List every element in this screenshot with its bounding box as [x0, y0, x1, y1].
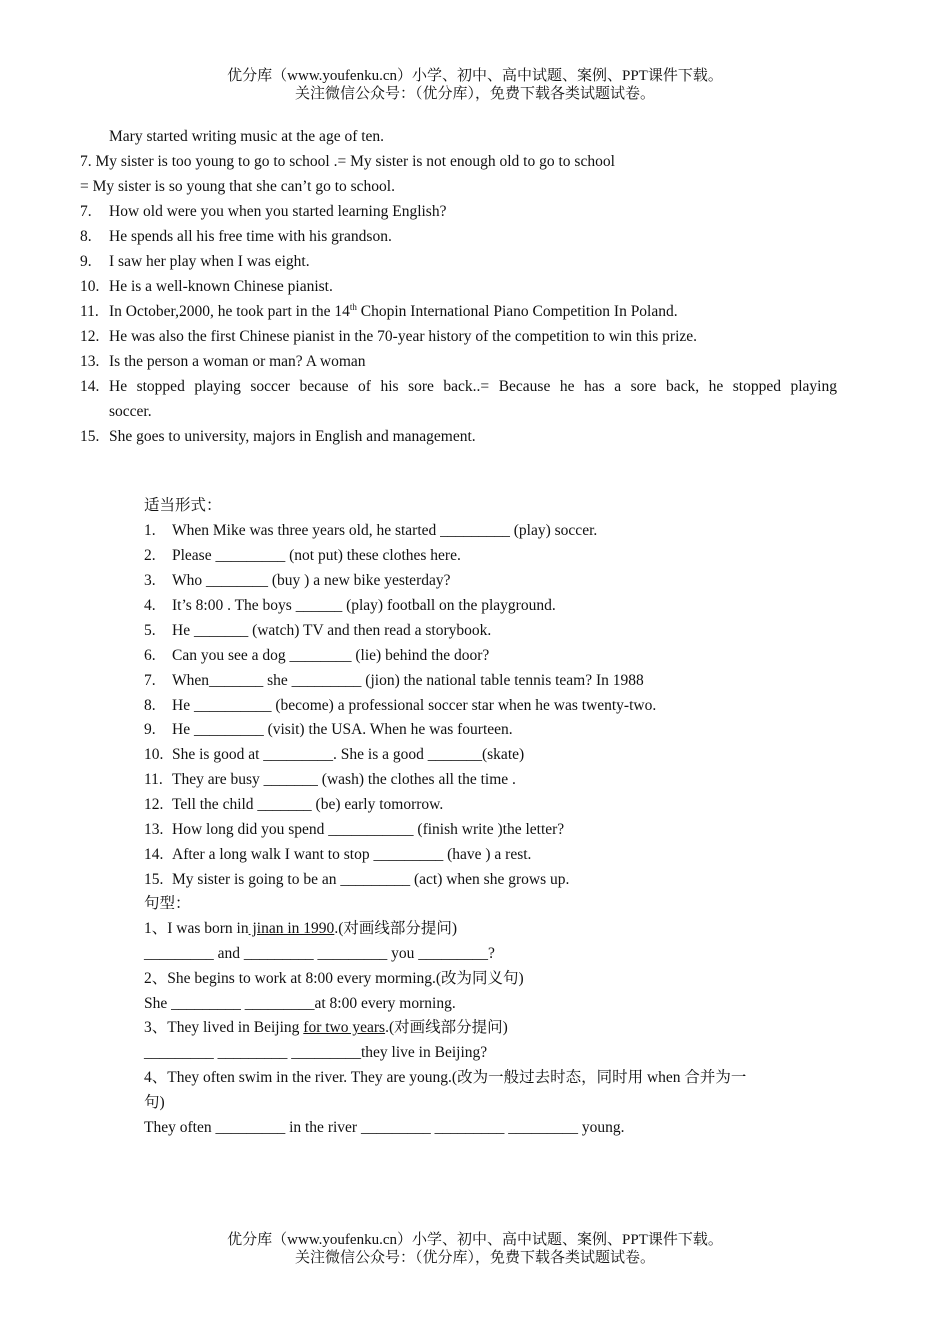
list-item-text: They are busy _______ (wash) the clothes all the time .: [172, 771, 516, 789]
list-item-text: He _________ (visit) the USA. When he was fourteen.: [172, 721, 513, 739]
item11-text-start: In October,2000, he took part in the 14: [109, 303, 350, 320]
item14-continuation: soccer.: [109, 403, 152, 420]
q4-answer-line: They often _________ in the river _________ _________ _________ young.: [144, 1119, 625, 1136]
list-item-number: 14.: [144, 846, 164, 864]
list-item-number: 7.: [144, 671, 156, 689]
list-item-number: 9.: [80, 253, 92, 270]
list-item-text: How long did you spend ___________ (finish write )the letter?: [172, 821, 565, 839]
list-item-text: He __________ (become) a professional soccer star when he was twenty-two.: [172, 696, 657, 714]
list-item-number: 13.: [144, 821, 164, 839]
q3-text-end: .(对画线部分提问): [385, 1019, 508, 1036]
section-title-forms: 适当形式：: [144, 497, 222, 514]
list-item-text: How old were you when you started learning English?: [109, 203, 447, 220]
list-item-number: 6.: [144, 646, 156, 664]
list-item-text: When_______ she _________ (jion) the national table tennis team? In 1988: [172, 671, 644, 689]
list-item-text: [109, 302, 678, 322]
q1-text-end: .(对画线部分提问): [334, 920, 458, 937]
page-footer: [0, 1231, 950, 1267]
page-header: [0, 67, 950, 103]
list-item-number: 9.: [144, 721, 156, 739]
list-item-text: When Mike was three years old, he started _________ (play) soccer.: [172, 522, 598, 539]
list-item-text: He _______ (watch) TV and then read a storybook.: [172, 621, 492, 639]
list-item-number: 8.: [144, 696, 156, 714]
header-line-1: 优分库（www.youfenku.cn）小学、初中、高中试题、案例、PPT课件下载。: [227, 68, 723, 84]
sentence-q4: 4、They often swim in the river. They are young.(改为一般过去时态，同时用 when 合并为一: [144, 1069, 747, 1086]
header-line-2: 关注微信公众号：（优分库），免费下载各类试题试卷。: [294, 86, 655, 102]
list-item-number: 3.: [144, 571, 156, 589]
footer-line-2: 关注微信公众号：（优分库），免费下载各类试题试卷。: [294, 1250, 655, 1266]
q1-underlined-text: jinan in 1990: [248, 920, 335, 937]
footer-line-1: 优分库（www.youfenku.cn）小学、初中、高中试题、案例、PPT课件下载。: [227, 1232, 723, 1248]
list-item-text: Please _________ (not put) these clothes here.: [172, 546, 461, 564]
list-item-text: She is good at _________. She is a good _______(skate): [172, 746, 525, 764]
q3-text-start: 3、They lived in Beijing: [144, 1019, 304, 1036]
list-item-number: 14.: [80, 378, 100, 395]
list-item-text: Who ________ (buy ) a new bike yesterday?: [172, 571, 451, 589]
list-item-number: 7.: [80, 203, 92, 220]
q3-underlined-text: for two years: [303, 1019, 386, 1036]
item11-superscript: th: [349, 301, 357, 312]
list-item-number: 5.: [144, 621, 156, 639]
sentence-q4-continuation: 句): [144, 1094, 165, 1111]
list-item-number: 12.: [80, 328, 100, 345]
list-item-text: Tell the child _______ (be) early tomorrow.: [172, 796, 444, 814]
list-item-text: He is a well-known Chinese pianist.: [109, 278, 333, 295]
q1-answer-line: _________ and _________ _________ you _________?: [144, 945, 495, 962]
q3-answer-line: _________ _________ _________they live in Beijing?: [144, 1044, 488, 1061]
list-item-text: Is the person a woman or man? A woman: [109, 353, 366, 370]
sentence-q2: 2、She begins to work at 8:00 every morming.(改为同义句): [144, 970, 524, 987]
item14-text: He stopped playing soccer because of his sore back..= Because he has a sore back, he stopped playing: [109, 378, 837, 395]
section-title-sentences: 句型：: [144, 895, 191, 912]
list-item-number: 1.: [144, 522, 156, 539]
list-item-text: My sister is going to be an _________ (act) when she grows up.: [172, 871, 570, 889]
list-item-number: 12.: [144, 796, 164, 814]
item-7a-continuation: = My sister is so young that she can’t go to school.: [80, 178, 395, 195]
list-item-number: 10.: [80, 278, 100, 295]
item-7a-line: 7. My sister is too young to go to school .= My sister is not enough old to go to school: [80, 153, 615, 170]
list-item-text: He spends all his free time with his grandson.: [109, 228, 392, 245]
list-item-number: 11.: [80, 303, 99, 320]
list-item-number: 15.: [144, 871, 164, 889]
list-item-number: 13.: [80, 353, 100, 370]
list-item-text: He was also the first Chinese pianist in the 70-year history of the competition to win this prize.: [109, 328, 698, 345]
list-item-number: 2.: [144, 546, 156, 564]
list-item-number: 15.: [80, 428, 100, 445]
list-item-number: 4.: [144, 596, 156, 614]
list-item-text: I saw her play when I was eight.: [109, 253, 310, 270]
list-item-number: 11.: [144, 771, 163, 789]
list-item-text: Can you see a dog ________ (lie) behind the door?: [172, 646, 490, 664]
list-item-text: She goes to university, majors in English and management.: [109, 428, 476, 445]
q2-answer-line: She _________ _________at 8:00 every morning.: [144, 995, 456, 1012]
q1-text-start: 1、I was born in: [144, 920, 249, 937]
sentence-q1: [144, 919, 457, 939]
list-item-number: 8.: [80, 228, 92, 245]
list-item-number: 10.: [144, 746, 164, 764]
list-item-text: After a long walk I want to stop _________ (have ) a rest.: [172, 846, 532, 864]
sentence-q3: [144, 1018, 508, 1038]
list-item-text: It’s 8:00 . The boys ______ (play) football on the playground.: [172, 596, 556, 614]
intro-line: Mary started writing music at the age of ten.: [109, 128, 385, 145]
item11-text-end: Chopin International Piano Competition In Poland.: [356, 303, 678, 320]
